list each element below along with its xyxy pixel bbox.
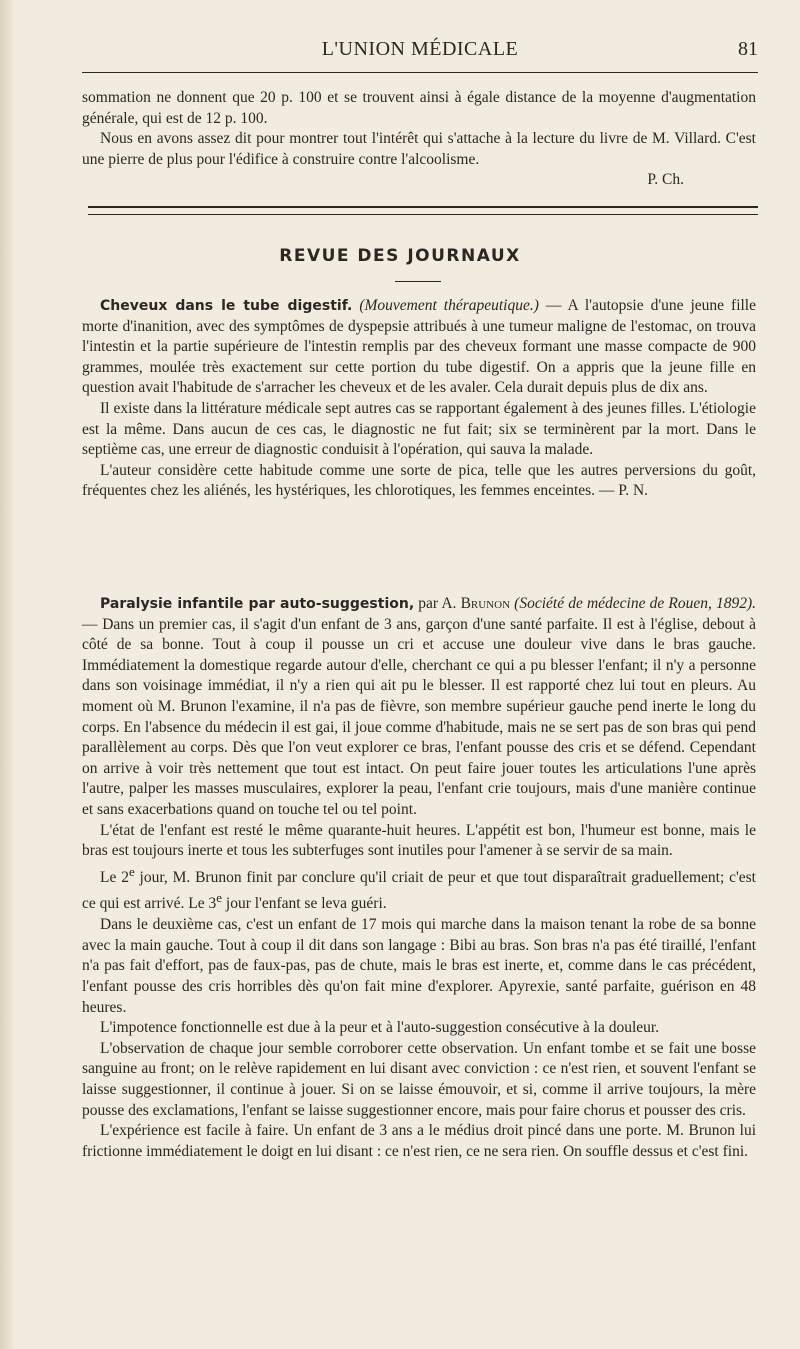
article-lead: Paralysie infantile par auto-suggestion, (100, 596, 415, 612)
section-title-rule (395, 281, 441, 282)
page-header (82, 38, 758, 68)
article-author: Brunon (460, 595, 511, 612)
header-rule (82, 72, 758, 73)
running-title: L'UNION MÉDICALE (321, 38, 519, 60)
article-paragraph: Dans le deuxième cas, c'est un enfant de 17 mois qui marche dans la maison tenant la robe de sa bonne avec la main gauche. Tout à coup il dit dans son langage : Bibi au bras. Son bras n'a pas été tiraillé, l'enfant n'a pas fait d'effort, pas de faux-pas, pas de chute, mais le bras est inerte, et, comme dans le cas précédent, l'enfant pousse des cris horribles dès qu'on fait mine d'explorer. Apyrexie, santé parfaite, guérison en 48 heures. (82, 916, 756, 1016)
article-paragraph: L'observation de chaque jour semble corroborer cette observation. Un enfant tombe et se fait une bosse sanguine au front; on le relève rapidement en lui disant avec conviction : ce n'est rien, et souvent l'enfant se laisse suggestionner, il continue à jouer. Si on se laisse émouvoir, et si, comme il arrive toujours, la mère pousse des exclamations, l'enfant se laisse suggestionner encore, mais pour faire chorus et pousser des cris. (82, 1039, 756, 1119)
intro-paragraph: sommation ne donnent que 20 p. 100 et se trouvent ainsi à égale distance de la moyenne d'augmentation générale, qui est de 12 p. 100. (82, 89, 756, 127)
article-paragraph: L'impotence fonctionnelle est due à la peur et à l'auto-suggestion consécutive à la douleur. (100, 1019, 660, 1037)
section-title: REVUE DES JOURNAUX (279, 246, 521, 266)
intro-text (82, 88, 756, 191)
page-number: 81 (738, 38, 758, 60)
article-paragraph (82, 296, 756, 399)
intro-paragraph: Nous en avons assez dit pour montrer tout l'intérêt qui s'attache à la lecture du livre de M. Villard. C'est une pierre de plus pour l'édifice à construire contre l'alcoolisme. (82, 130, 756, 168)
article-paralysie (82, 594, 756, 1162)
article-paragraph: Il existe dans la littérature médicale sept autres cas se rapportant également à des jeunes filles. L'étiologie est la même. Dans aucun de ces cas, le diagnostic ne fut fait; six se terminèrent par la mort. Dans le septième cas, une erreur de diagnostic conduisit à l'opération, qui sauva la malade. (82, 399, 756, 459)
article-paragraph: Paralysie infantile par auto-suggestion, par A. Brunon (Société de médecine de Rouen, 1892). — Dans un premier cas, il s'agit d'un enfant de 3 ans, garçon d'une santé parfaite. Il est à l'église, debout à côté de sa bonne. Tout à coup il pousse un cri et accuse une douleur vive dans le bras gauche. Immédiatement la domestique regarde autour d'elle, cherchant ce qui a pu blesser l'enfant; il n'y a personne dans son voisinage immédiat, il n'y a rien qui ait pu le blesser. Il est rapporté chez lui tout en pleurs. Au moment où M. Brunon l'examine, il n'a pas de fièvre, son membre supérieur gauche pend inerte le long du corps. En l'absence du médecin il est gai, il joue comme d'habitude, mais ne se sert pas de son bras qui pend parallèlement au corps. Dès que l'on veut explorer ce bras, l'enfant pousse des cris et se défend. Cependant on arrive à voir très nettement que tout est intact. On peut faire jouer toutes les articulations l'une après l'autre, palper les masses musculaires, explorer la peau, l'enfant crie toujours, mais d'une manière continue et sans exacerbations quand on touche tel ou tel point. (82, 595, 757, 818)
article-body: — Dans un premier cas, il s'agit d'un enfant de 3 ans, garçon d'une santé parfaite. Il est à l'église, debout à côté de sa bonne. Tout à coup il pousse un cri et accuse une douleur vive dans le bras gauche. Immédiatement la domestique regarde autour d'elle, cherchant ce qui a pu blesser l'enfant; il n'y a personne dans son voisinage immédiat, il n'y a rien qui ait pu le blesser. Il est rapporté chez lui tout en pleurs. Au moment où M. Brunon l'examine, il n'a pas de fièvre, son membre supérieur gauche pend inerte le long du corps. En l'absence du médecin il est gai, il joue comme d'habitude, mais ne se sert pas de son bras qui pend parallèlement au corps. Dès que l'on veut explorer ce bras, l'enfant pousse des cris et se défend. Cependant on arrive à voir très nettement que tout est intact. On peut faire jouer toutes les articulations l'une après l'autre, palper les masses musculaires, explorer la peau, l'enfant crie toujours, mais d'une manière continue et sans exacerbations quand on touche tel ou tel point. (82, 615, 756, 818)
article-cheveux (82, 296, 756, 502)
page-binding-edge (0, 0, 14, 1349)
article-lead: Cheveux dans le tube digestif. (100, 298, 353, 314)
article-paragraph: L'auteur considère cette habitude comme une sorte de pica, telle que les autres perversions du goût, fréquentes chez les aliénés, les hystériques, les chlorotiques, les femmes enceintes. — P. N. (82, 461, 756, 500)
article-source: (Société de médecine de Rouen, 1892). (514, 595, 757, 612)
article-paragraph: L'expérience est facile à faire. Un enfant de 3 ans a le médius droit pincé dans une porte. M. Brunon lui frictionne immédiatement le doigt en lui disant : ce n'est rien, ce ne sera rien. On souffle dessus et c'est fini. (82, 1122, 756, 1160)
intro-signature: P. Ch. (647, 171, 684, 189)
article-source: (Mouvement thérapeutique.) (359, 297, 539, 314)
section-divider (88, 206, 758, 215)
article-body: — A l'autopsie d'une jeune fille morte d'inanition, avec des symptômes de dyspepsie attribués à une tumeur maligne de l'estomac, on trouva l'intestin et la partie supérieure de l'intestin remplis par des cheveux formant une masse compacte de 900 grammes, moulée très exactement sur cette portion du tube digestif. On a appris que la jeune fille en question avait l'habitude de s'arracher les cheveux et de les avaler. Cela durait depuis plus de dix ans. (82, 297, 756, 397)
article-paragraph: L'état de l'enfant est resté le même quarante-huit heures. L'appétit est bon, l'humeur est bonne, mais le bras est toujours inerte et tous les subterfuges sont inutiles pour l'amener à se servir de sa main. (82, 821, 756, 860)
article-paragraph: Le 2e jour, M. Brunon finit par conclure qu'il criait de peur et que tout disparaîtrait graduellement; c'est ce qui est arrivé. Le 3e jour l'enfant se leva guéri. (82, 863, 756, 913)
